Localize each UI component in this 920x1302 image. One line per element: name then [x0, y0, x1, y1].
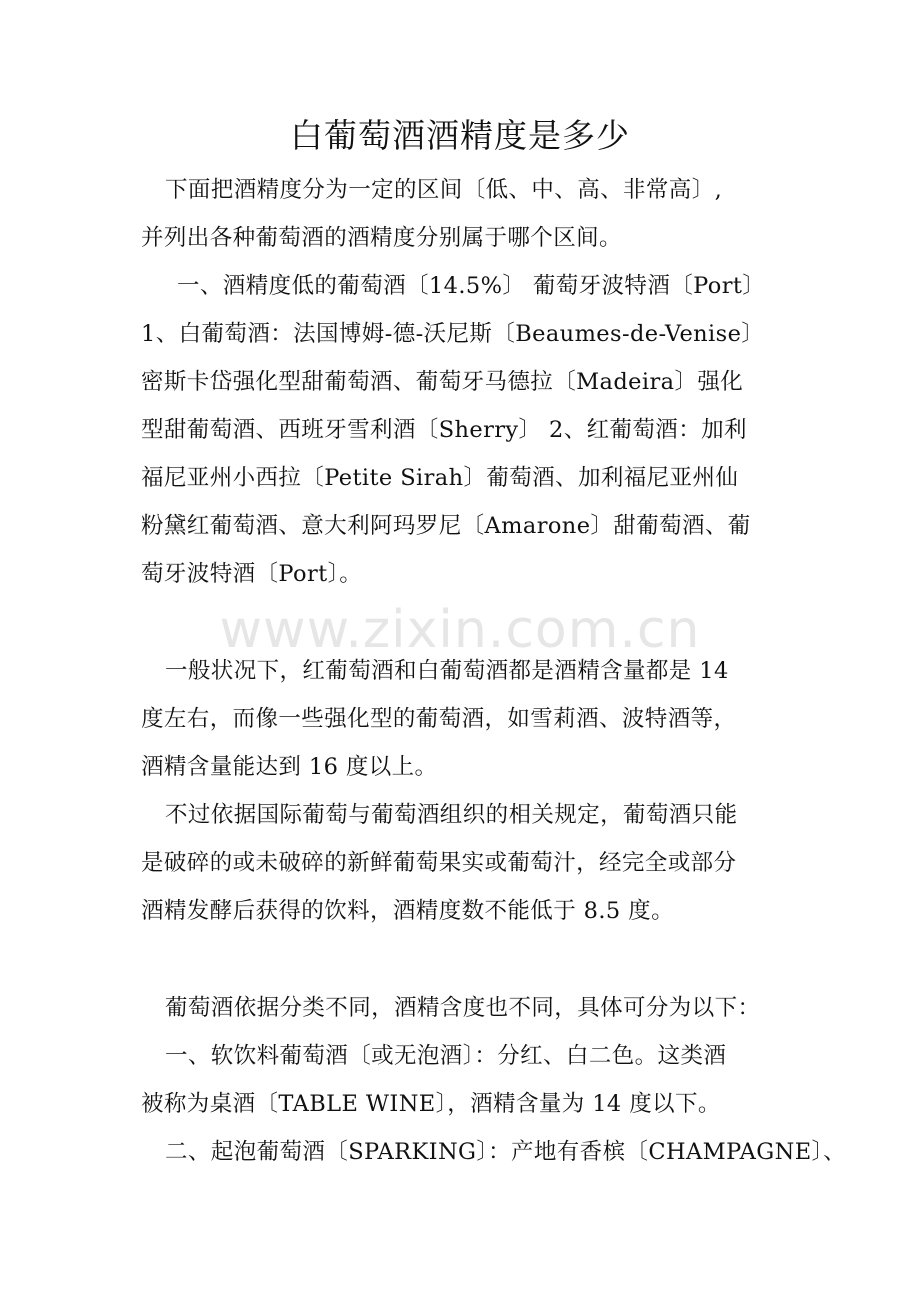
paragraph-line: 被称为桌酒〔TABLE WINE〕，酒精含量为 14 度以下。: [141, 1091, 721, 1117]
paragraph-line: 密斯卡岱强化型甜葡萄酒、葡萄牙马德拉〔Madeira〕强化: [141, 369, 744, 395]
paragraph-line: 葡萄酒依据分类不同，酒精含度也不同，具体可分为以下：: [165, 995, 761, 1021]
paragraph-line: 一、软饮料葡萄酒〔或无泡酒〕：分红、白二色。这类酒: [165, 1043, 727, 1069]
paragraph-line: 粉黛红葡萄酒、意大利阿玛罗尼〔Amarone〕甜葡萄酒、葡: [141, 513, 751, 539]
paragraph-line: 不过依据国际葡萄与葡萄酒组织的相关规定，葡萄酒只能: [165, 802, 738, 828]
paragraph-line: 福尼亚州小西拉〔Petite Sirah〕葡萄酒、加利福尼亚州仙: [141, 465, 739, 491]
paragraph-line: 酒精发酵后获得的饮料，酒精度数不能低于 8.5 度。: [141, 898, 674, 924]
paragraph-line: 萄牙波特酒〔Port〕。: [141, 561, 363, 587]
paragraph-line: 度左右，而像一些强化型的葡萄酒，如雪莉酒、波特酒等，: [141, 706, 737, 732]
paragraph-line: 一般状况下，红葡萄酒和白葡萄酒都是酒精含量都是 14: [165, 658, 729, 684]
paragraph-line: 下面把酒精度分为一定的区间〔低、中、高、非常高〕,: [165, 177, 723, 203]
document-title: 白葡萄酒酒精度是多少: [290, 116, 630, 155]
paragraph-line: 并列出各种葡萄酒的酒精度分别属于哪个区间。: [141, 225, 622, 251]
watermark: www.zixin.com.cn: [219, 600, 701, 660]
paragraph-line: 型甜葡萄酒、西班牙雪利酒〔Sherry〕 2、红葡萄酒：加利: [141, 417, 747, 443]
paragraph-line: 1、白葡萄酒：法国博姆-德-沃尼斯〔Beaumes‑de-Venise〕: [141, 321, 765, 347]
paragraph-line: 是破碎的或未破碎的新鲜葡萄果实或葡萄汁，经完全或部分: [141, 850, 737, 876]
paragraph-line: 酒精含量能达到 16 度以上。: [141, 754, 438, 780]
paragraph-line: 二、起泡葡萄酒〔SPARKING〕：产地有香槟〔CHAMPAGNE〕、: [165, 1139, 847, 1165]
paragraph-line: 一、酒精度低的葡萄酒〔14.5%〕 葡萄牙波特酒〔Port〕: [177, 273, 766, 299]
